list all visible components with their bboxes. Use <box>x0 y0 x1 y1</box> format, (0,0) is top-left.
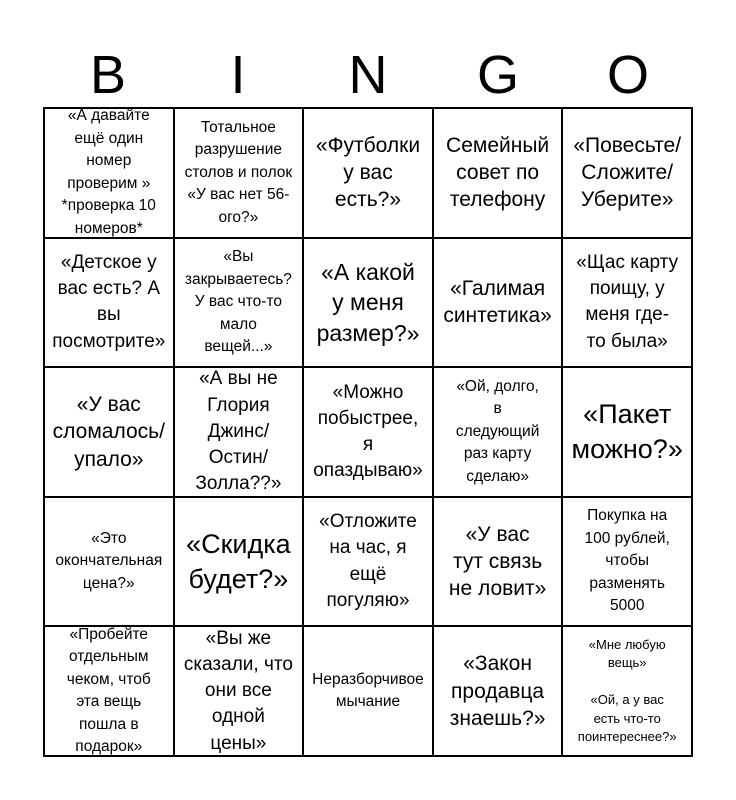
bingo-cell[interactable] <box>44 626 174 756</box>
bingo-cell[interactable] <box>562 108 692 238</box>
bingo-cell[interactable] <box>562 367 692 497</box>
header-letter-o: O <box>606 45 649 105</box>
header-letter-g: G <box>476 45 519 105</box>
bingo-cell-text: «Вы закрываетесь? У вас что-то мало вещей...» <box>184 248 292 356</box>
bingo-cell[interactable] <box>562 238 692 368</box>
bingo-cell-text: «Повесьте/ Сложите/ Уберите» <box>573 133 682 212</box>
bingo-cell[interactable] <box>303 367 433 497</box>
bingo-cell[interactable] <box>44 238 174 368</box>
bingo-cell-text: «А давайте ещё один номер проверим » *проверка 10 номеров* <box>61 108 156 237</box>
bingo-cell[interactable] <box>44 367 174 497</box>
bingo-cell-text: Покупка на 100 рублей, чтобы разменять 5000 <box>584 507 670 615</box>
bingo-cell[interactable] <box>303 238 433 368</box>
bingo-cell-text: «А вы не Глория Джинс/ Остин/ Золла??» <box>195 368 282 495</box>
bingo-cell[interactable] <box>562 626 692 756</box>
bingo-cell-text: «Детское у вас есть? А вы посмотрите» <box>52 251 166 352</box>
header-letter-b: B <box>89 45 127 105</box>
bingo-cell-text: «У вас тут связь не ловит» <box>448 522 547 601</box>
header-letter-n: N <box>348 45 388 105</box>
bingo-cell[interactable] <box>174 367 304 497</box>
bingo-cell-text: «Отложите на час, я ещё погуляю» <box>319 511 417 611</box>
bingo-cell-text: Семейный совет по телефону <box>446 133 550 212</box>
bingo-cell[interactable] <box>44 497 174 627</box>
bingo-cell[interactable] <box>303 108 433 238</box>
bingo-cell-text: «У вас сломалось/ упало» <box>52 393 165 471</box>
bingo-cell-text: «Вы же сказали, что они все одной цены» <box>183 627 293 754</box>
bingo-cell-text: «А какой у меня размер?» <box>316 258 420 346</box>
bingo-cell[interactable] <box>303 497 433 627</box>
bingo-header <box>43 44 693 106</box>
bingo-cell-text: Неразборчивое мычание <box>312 670 424 711</box>
bingo-cell-text: «Пакет можно?» <box>571 399 683 464</box>
bingo-cell-text: «Можно побыстрее, я опаздываю» <box>313 381 423 482</box>
bingo-cell[interactable] <box>174 108 304 238</box>
bingo-cell-text: Тотальное разрушение столов и полок «У вас нет 56- ого?» <box>184 118 293 226</box>
bingo-cell[interactable] <box>174 238 304 368</box>
bingo-card-grid <box>43 107 693 757</box>
bingo-cell[interactable] <box>562 497 692 627</box>
header-letter-i: I <box>230 45 246 105</box>
bingo-cell-text: «Скидка будет?» <box>186 529 291 594</box>
bingo-cell-text: «Это окончательная цена?» <box>55 529 163 592</box>
bingo-cell[interactable] <box>433 497 563 627</box>
bingo-cell[interactable] <box>433 108 563 238</box>
bingo-cell[interactable] <box>174 497 304 627</box>
bingo-cell-text: «Пробейте отдельным чеком, чтоб эта вещь пошла в подарок» <box>66 626 151 756</box>
bingo-cell[interactable] <box>44 108 174 238</box>
bingo-cell-text: «Футболки у вас есть?» <box>315 133 421 212</box>
bingo-cell-text: «Ой, долго, в следующий раз карту сделаю» <box>455 377 540 485</box>
bingo-cell[interactable] <box>433 626 563 756</box>
bingo-cell-text: «Закон продавца знаешь?» <box>449 652 546 730</box>
bingo-cell-text: «Галимая синтетика» <box>443 277 552 328</box>
bingo-cell[interactable] <box>433 367 563 497</box>
bingo-cell[interactable] <box>433 238 563 368</box>
bingo-cell-text: «Мне любую вещь» «Ой, а у вас есть что-то поинтереснее?» <box>577 636 677 745</box>
bingo-cell-text: «Щас карту поищу, у меня где- то была» <box>576 251 679 352</box>
bingo-cell[interactable] <box>303 626 433 756</box>
bingo-cell[interactable] <box>174 626 304 756</box>
